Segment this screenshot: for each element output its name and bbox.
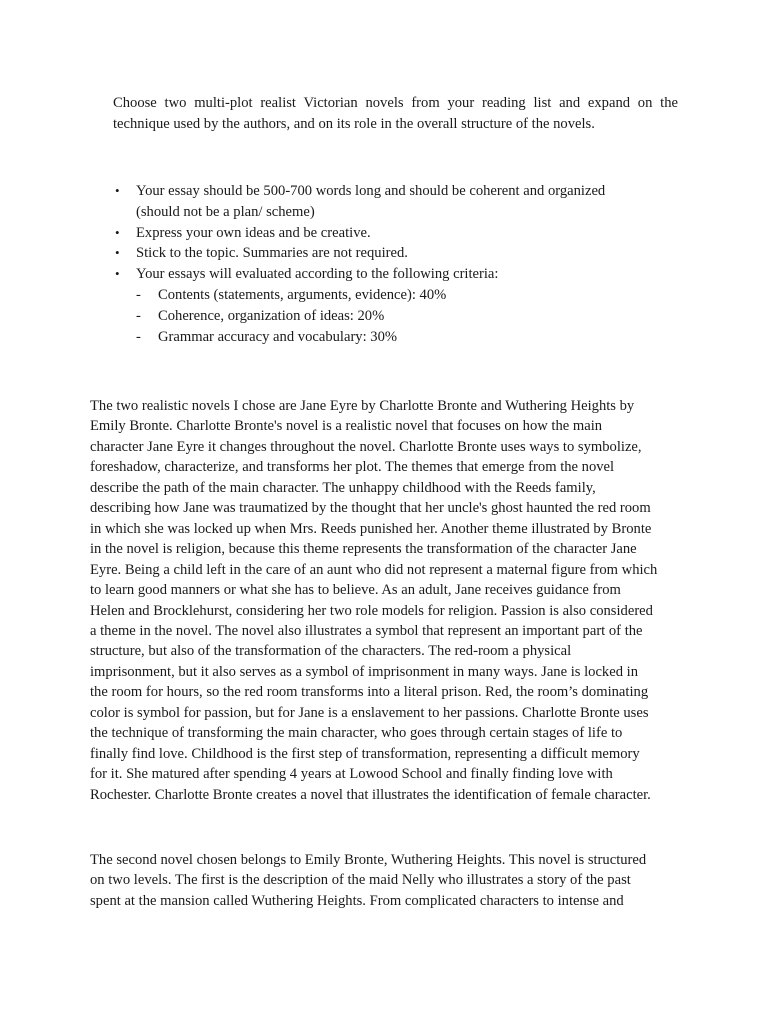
essay-line: structure, but also of the transformation of the characters. The red-room a physical [90,643,572,660]
essay-line: color is symbol for passion, but for Jane is a enslavement to her passions. Charlotte Bronte uses [90,704,649,721]
essay-line: The second novel chosen belongs to Emily Bronte, Wuthering Heights. This novel is structured [90,852,647,868]
essay-line: foreshadow, characterize, and transforms her plot. The themes that emerge from the novel [90,459,615,476]
criteria-text: Grammar accuracy and vocabulary: 30% [158,328,398,345]
essay-line: Eyre. Being a child left in the care of an aunt who did not represent a maternal figure from which [90,561,658,578]
dash-icon: - [136,328,141,345]
essay-line: a theme in the novel. The novel also illustrates a symbol that represent an important part of the [90,622,643,639]
criteria-text: Coherence, organization of ideas: 20% [158,307,385,324]
bullet-icon: • [115,183,120,198]
essay-line: The two realistic novels I chose are Jane Eyre by Charlotte Bronte and Wuthering Heights by [90,398,635,414]
criteria-text: Contents (statements, arguments, evidence): 40% [158,286,447,303]
essay-line: in which she was locked up when Mrs. Reeds punished her. Another theme illustrated by Bronte [90,520,652,537]
requirement-text: Your essays will evaluated according to the following criteria: [136,266,499,283]
criteria-list [136,285,643,347]
essay-line: Rochester. Charlotte Bronte creates a novel that illustrates the identification of female character. [90,786,651,803]
essay-paragraph-2 [90,850,690,911]
essay-line: the technique of transforming the main character, who goes through certain stages of life to [90,725,623,742]
bullet-icon: • [115,245,120,261]
essay-line: imprisonment, but it also serves as a symbol of imprisonment in many ways. Jane is locked in [90,663,638,680]
essay-line: on two levels. The first is the description of the maid Nelly who illustrates a story of the past [90,872,631,889]
essay-line: the room for hours, so the red room transforms into a literal prison. Red, the room’s dominating [90,684,649,701]
dash-icon: - [136,286,141,303]
requirement-item [113,181,643,223]
essay-line: character Jane Eyre it changes throughout the novel. Charlotte Bronte uses ways to symbolize, [90,438,642,455]
bullet-icon: • [115,224,120,240]
essay-line: describe the path of the main character. The unhappy childhood with the Reeds family, [90,479,596,496]
requirements-list [113,181,643,347]
requirement-item [113,264,643,347]
requirement-text: Stick to the topic. Summaries are not required. [136,245,408,262]
requirement-item [113,223,643,244]
essay-line: describing how Jane was traumatized by the thought that her uncle's ghost haunted the red room [90,500,651,517]
essay-line: Helen and Brocklehurst, considering her two role models for religion. Passion is also considered [90,602,653,619]
essay-paragraph-1 [90,396,690,805]
criteria-item [136,306,643,327]
assignment-prompt: Choose two multi-plot realist Victorian novels from your reading list and expand on the technique used by the authors, and on its role in the overall structure of the novels. [113,95,678,132]
essay-line: spent at the mansion called Wuthering Heights. From complicated characters to intense and [90,892,624,909]
essay-line: finally find love. Childhood is the first step of transformation, representing a difficult memory [90,745,640,762]
criteria-item [136,285,643,306]
essay-line: Emily Bronte. Charlotte Bronte's novel is a realistic novel that focuses on how the main [90,418,603,435]
requirement-text: Your essay should be 500-700 words long and should be coherent and organized (should not be a plan/ scheme) [136,183,606,220]
essay-line: in the novel is religion, because this theme represents the transformation of the character Jane [90,541,637,558]
requirement-text: Express your own ideas and be creative. [136,224,371,241]
essay-line: to learn good manners or what she has to believe. As an adult, Jane receives guidance from [90,582,621,599]
criteria-item [136,327,643,348]
essay-line: for it. She matured after spending 4 years at Lowood School and finally finding love with [90,766,613,783]
bullet-icon: • [115,266,120,282]
requirement-item [113,243,643,264]
dash-icon: - [136,307,141,324]
